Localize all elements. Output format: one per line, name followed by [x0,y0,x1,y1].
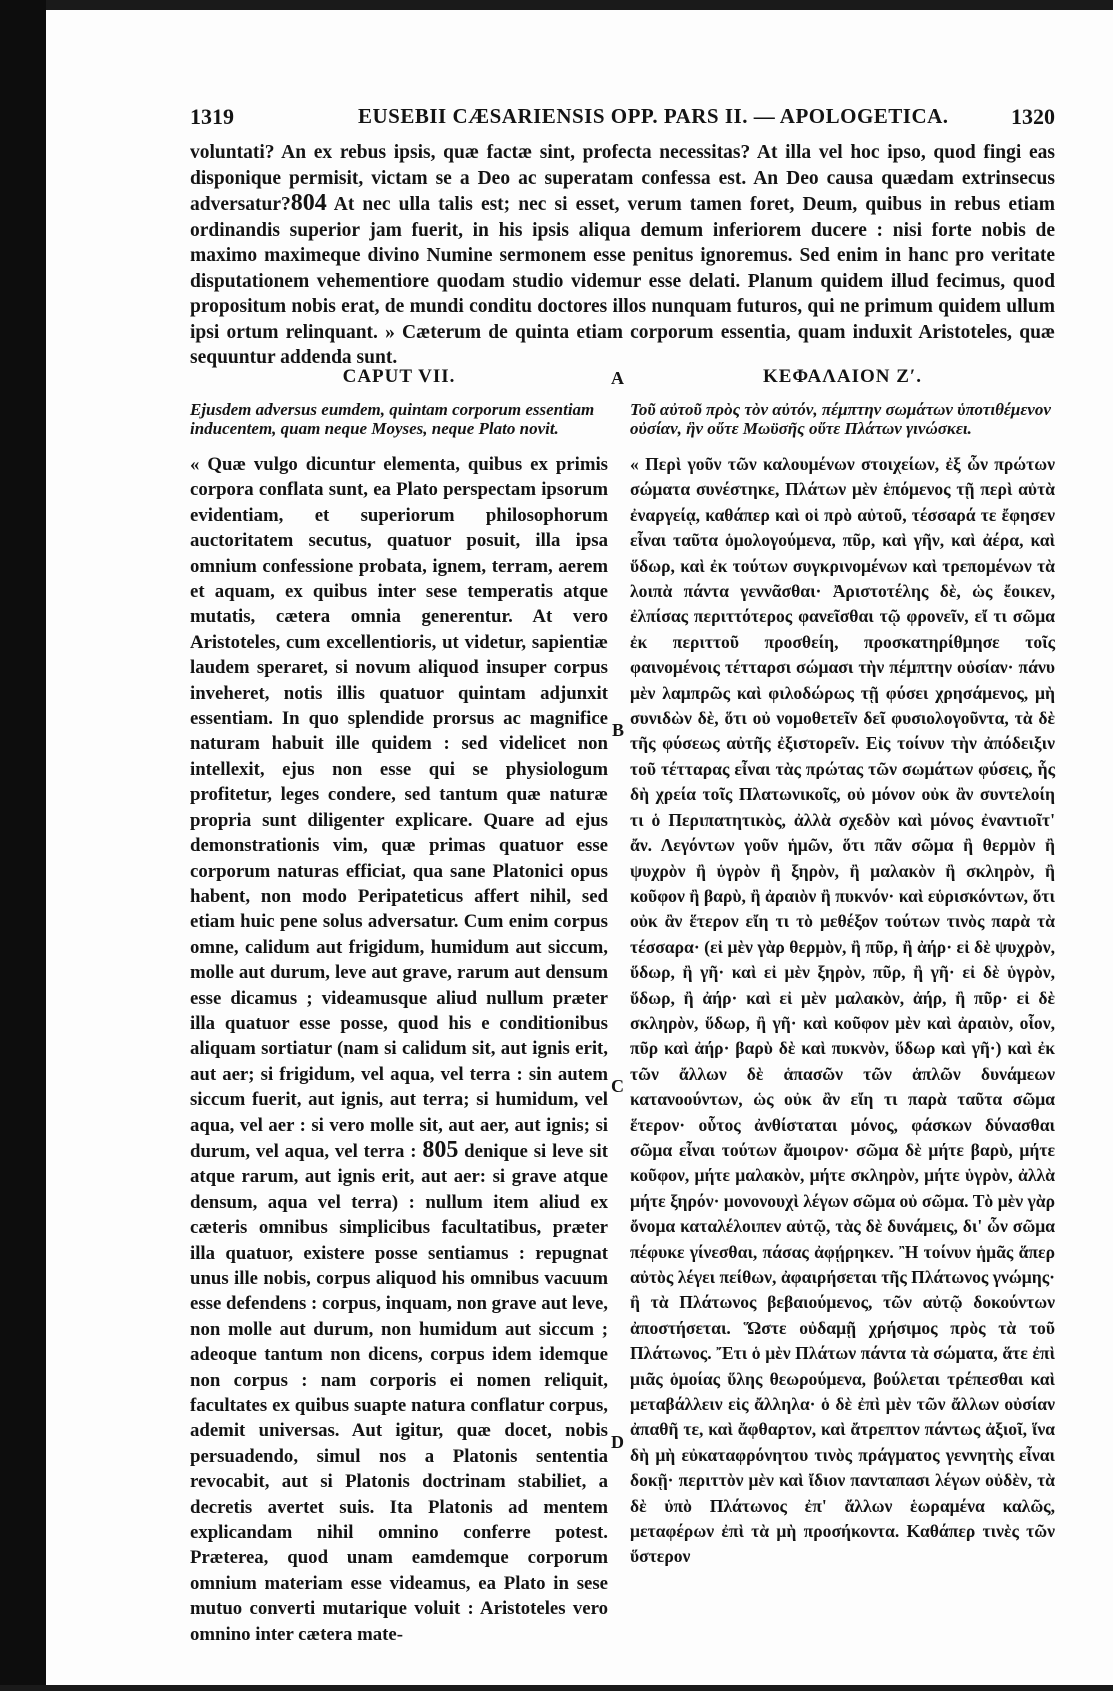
latin-text-part1: « Quæ vulgo dicuntur elementa, quibus ex primis corpora conflata sunt, ea Plato perspectam ipsorum evidentiam, et superiorum philosophorum auctoritatem secutus, quatuor posuit, illa ipsa omnium confessione probata, ignem, terram, aerem et aquam, ex quibus inter sese temperatis atque mutatis, cætera omnia generentur. At vero Aristoteles, cum excellentioris, ut videtur, sapientiæ laudem speraret, si novum aliquod insuper corpus inveheret, notis illis quatuor quintam adjunxit essentiam. In quo splendide prorsus ac magnifice naturam habuit ille quidem : sed videlicet non intellexit, ejus non esse qui se physiologum profitetur, leges condere, sed tantum quæ naturæ propria sunt diligenter explicare. Quare ad ejus demonstrationis vim, quæ primas quatuor esse corporum naturas efficiat, qua sane Platonici opus habent, non modo Peripateticus affert nihil, sed etiam huic pene solus adversatur. Cum enim corpus omne, calidum aut frigidum, humidum aut siccum, molle aut durum, leve aut grave, rarum aut densum esse dicamus ; videamusque aliud nullum præter illa quatuor esse posse, quod his e conditionibus aliquam sortiatur (nam si calidum sit, aut ignis erit, aut aer; si frigidum, vel aqua, vel terra : sin autem siccum fuerit, aut ignis, aut terra; si humidum, vel aqua, vel aer : si vero molle sit, aut aer, aut ignis; si durum, vel aqua, vel terra : [190,454,608,1162]
section-letter-c: C [611,1076,624,1096]
latin-chapter-summary: Ejusdem adversus eumdem, quintam corporum essentiam inducentem, quam neque Moyses, neque Plato novit. [190,400,595,438]
margin-marker-804: 804 [290,190,327,216]
latin-text-part2: denique si leve sit atque rarum, aut ignis erit, aut aer: si grave atque densum, aqua vel terra) : nullum item aliud ex cæteris omnibus simplicibus facultatibus, præter illa quatuor, existere posse sentiamus : repugnat unus ille nobis, corpus aliquod his omnibus vacuum esse defendens : corpus, inquam, non grave aut leve, non molle aut durum, non humidum aut siccum ; adeoque tantum non dicens, corpus idem idemque non corpus : nam corporis ei nomen reliquit, facultates ex quibus suapte natura conflatur corpus, ademit universas. Aut igitur, quæ docet, nobis persuadendo, simul nos a Platonis sententia revocabit, aut si Platonis doctrinam stabiliet, a decretis avertet suis. Ita Platonis ad mentem explicandam nihil omnino conferre potest. Præterea, quod unam eamdemque corporum omnium materiam esse videamus, ea Plato in sese mutuo converti mutarique voluit : Aristoteles vero omnino inter cætera mate- [190,1140,608,1645]
section-letter-d: D [611,1432,624,1452]
scan-border-top [0,0,1113,10]
section-letter-a: A [611,368,624,388]
greek-column [630,366,1055,1570]
intro-text-before: voluntati? An ex rebus ipsis, quæ factæ sint, profecta necessitas? At illa vel hoc ipso, quod fingi eas disponique permisit, victam se a Deo ac superatam confessa est. An Deo causa quædam extrinsecus adversatur? [190,142,1055,215]
latin-column [190,366,608,1647]
greek-chapter-title: ΚΕΦΑΛΑΙΟΝ Ζʹ. [762,366,923,387]
scan-border-bottom [0,1685,1113,1691]
margin-marker-805: 805 [422,1136,459,1163]
intro-paragraph [190,140,1055,371]
left-page-number: 1319 [190,104,234,129]
latin-body-text [190,452,608,1647]
greek-body-text: « Περὶ γοῦν τῶν καλουμένων στοιχείων, ἐξ ὧν πρώτων σώματα συνέστηκε, Πλάτων μὲν ἑπόμενος τῇ περὶ αὐτὰ ἐναργείᾳ, καθάπερ καὶ οἱ πρὸ αὐτοῦ, τέσσαρά τε ἔφησεν εἶναι ταῦτα ὁμολογούμενα, πῦρ, καὶ γῆν, καὶ ἀέρα, καὶ ὕδωρ, καὶ ἐκ τούτων συγκρινομένων καὶ τρεπομένων τὰ λοιπὰ πάντα γεννᾶσθαι· Ἀριστοτέλης δὲ, ὡς ἔοικεν, ἐλπίσας περιττότερος φανεῖσθαι τῷ φρονεῖν, εἴ τι σῶμα ἐκ περιττοῦ προσθείη, προσκατηρίθμησε τοῖς φαινομένοις τέτταρσι σώμασι τὴν πέμπτην οὐσίαν· πάνυ μὲν λαμπρῶς καὶ φιλοδώρως τῇ φύσει χρησάμενος, μὴ συνιδὼν δὲ, ὅτι οὐ νομοθετεῖν δεῖ φυσιολογοῦντα, τὰ δὲ τῆς φύσεως αὐτῆς ἐξιστορεῖν. Εἰς τοίνυν τὴν ἀπόδειξιν τοῦ τέτταρας εἶναι τὰς πρώτας τῶν σωμάτων φύσεις, ἧς δὴ χρεία τοῖς Πλατωνικοῖς, οὐ μόνον οὐκ ἂν συντελοίη τι ὁ Περιπατητικὸς, ἀλλὰ σχεδὸν καὶ μόνος ἐναντιοῖτ' ἄν. Λεγόντων γοῦν ἡμῶν, ὅτι πᾶν σῶμα ἢ θερμὸν ἢ ψυχρὸν ἢ ὑγρὸν ἢ ξηρὸν, ἢ μαλακὸν ἢ σκληρὸν, ἢ κοῦφον ἢ βαρὺ, ἢ ἀραιὸν ἢ πυκνόν· καὶ εὑρισκόντων, ὅτι οὐκ ἂν ἕτερον εἴη τι τὸ μεθέξον τούτων τινὸς παρὰ τὰ τέσσαρα· (εἰ μὲν γὰρ θερμὸν, ἢ πῦρ, ἢ ἀήρ· εἰ δὲ ψυχρὸν, ὕδωρ, ἢ γῆ· καὶ εἰ μὲν ξηρὸν, πῦρ, ἢ γῆ· εἰ δὲ ὑγρὸν, ὕδωρ, ἢ ἀήρ· καὶ εἰ μὲν μαλακὸν, ἀήρ, ἢ πῦρ· εἰ δὲ σκληρὸν, ὕδωρ, ἢ γῆ· καὶ κοῦφον μὲν καὶ ἀραιὸν, οἷον, πῦρ καὶ ἀήρ· βαρὺ δὲ καὶ πυκνὸν, ὕδωρ καὶ γῆ·) καὶ ἐκ τῶν ἄλλων δὲ ἁπασῶν τῶν ἁπλῶν δυνάμεων κατανοούντων, ὡς οὐκ ἂν εἴη τι παρὰ ταῦτα σῶμα ἕτερον· οὗτος ἀνθίσταται μόνος, φάσκων δύνασθαι σῶμα εἶναι τούτων ἄμοιρον· σῶμα δὲ μήτε βαρὺ, μήτε κοῦφον, μήτε μαλακὸν, μήτε σκληρὸν, μήτε ὑγρὸν, ἀλλὰ μήτε ξηρόν· μονονουχὶ λέγων σῶμα οὐ σῶμα. Τὸ μὲν γὰρ ὄνομα καταλέλοιπεν αὐτῷ, τὰς δὲ δυνάμεις, δι' ὧν σῶμα πέφυκε γίνεσθαι, πάσας ἀφῄρηκεν. Ἢ τοίνυν ἡμᾶς ἅπερ αὐτὸς λέγει πείθων, ἀφαιρήσεται τῆς Πλάτωνος γνώμης· ἢ τὰ Πλάτωνος βεβαιούμενος, τῶν αὐτῷ δοκούντων ἀποστήσεται. Ὥστε οὐδαμῇ χρήσιμος πρὸς τὰ τοῦ Πλάτωνος. Ἔτι ὁ μὲν Πλάτων πάντα τὰ σώματα, ἅτε ἐπὶ μιᾶς ὁμοίας ὕλης θεωρούμενα, βούλεται τρέπεσθαι καὶ μεταβάλλειν εἰς ἄλληλα· ὁ δὲ ἐπὶ μὲν τῶν ἄλλων οὐσίαν ἀπαθῆ τε, καὶ ἄφθαρτον, καὶ ἄτρεπτον πάντως ἀξιοῖ, ἵνα δὴ μὴ εὐκαταφρόνητου τινὸς πράγματος γεννητὴς εἶναι δοκῇ· περιττὸν μὲν καὶ ἴδιον πανταπασι λέγων οὐδὲν, τὰ δὲ ὑπὸ Πλάτωνος ἐπ' ἄλλων ἑωραμένα καλῶς, μεταφέρων ἐπὶ τὰ μὴ προσήκοντα. Καθάπερ τινὲς τῶν ὕστερον [630,454,1055,1567]
intro-text-after: At nec ulla talis est; nec si esset, verum tamen foret, Deum, quibus in rebus etiam ordinandis superior jam fuerit, in his ipsis aliqua demum inferiorem ducere : nisi forte nobis de maximo maximeque divino Numine sermonem esse penitus ignoremus. Sed enim in hanc pro veritate disputationem vehementiore quodam studio videmur esse delati. Planum quidem illud fecimus, quod propositum nobis erat, de mundi conditu doctores illos nunquam futuros, qui ne primum quidem ullum ipsi ortum relinquant. » Cæterum de quinta etiam corporum essentia, quam induxit Aristoteles, quæ sequuntur addenda sunt. [190,194,1055,368]
scan-border-left [0,0,46,1691]
right-page-number: 1320 [1011,104,1055,129]
running-title: EUSEBII CÆSARIENSIS OPP. PARS II. — APOLOGETICA. [358,104,949,128]
latin-chapter-title: CAPUT VII. [342,366,456,387]
greek-chapter-summary: Τοῦ αὐτοῦ πρὸς τὸν αὐτόν, πέμπτην σωμάτων ὑποτιθέμενον οὐσίαν, ἣν οὔτε Μωϋσῆς οὔτε Πλάτων γινώσκει. [630,400,1051,438]
section-letter-b: B [612,720,625,740]
page-header [190,104,1055,134]
